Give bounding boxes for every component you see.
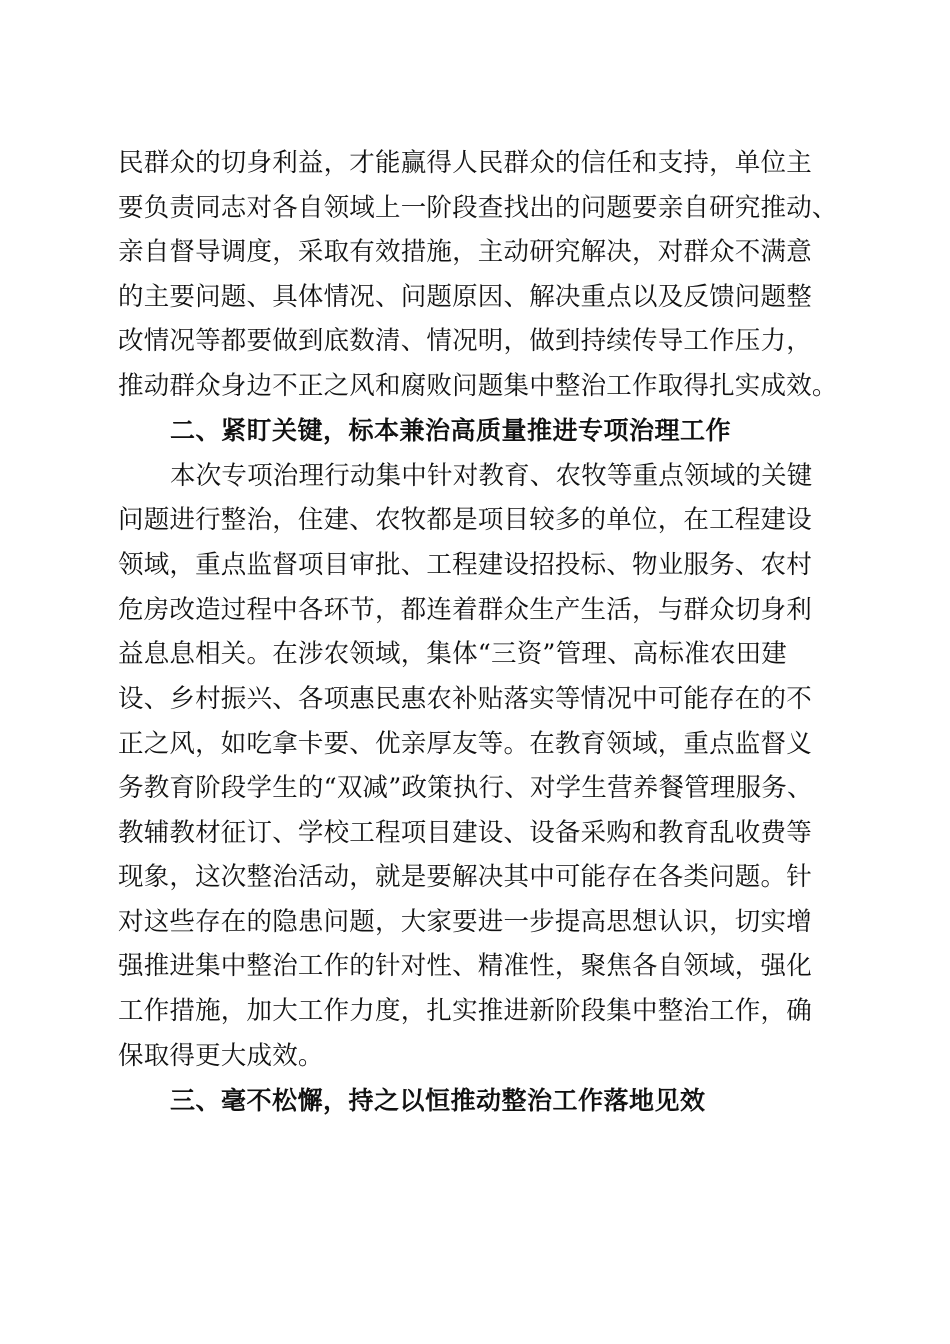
- paragraph-2-line-14: 保取得更大成效。: [118, 1041, 324, 1071]
- paragraph-2-line-10: 现象，这次整治活动，就是要解决其中可能存在各类问题。针: [118, 862, 812, 892]
- paragraph-2-line-2: 问题进行整治，住建、农牧都是项目较多的单位，在工程建设: [118, 505, 812, 535]
- paragraph-2-line-3: 领域，重点监督项目审批、工程建设招投标、物业服务、农村: [118, 550, 812, 580]
- paragraph-2-line-13: 工作措施，加大工作力度，扎实推进新阶段集中整治工作，确: [118, 996, 812, 1026]
- paragraph-2-line-8: 务教育阶段学生的“双减”政策执行、对学生营养餐管理服务、: [118, 773, 813, 803]
- section-heading-3: 三、毫不松懈，持之以恒推动整治工作落地见效: [170, 1086, 706, 1115]
- paragraph-1-line-4: 的主要问题、具体情况、问题原因、解决重点以及反馈问题整: [118, 282, 812, 312]
- paragraph-1-line-6: 推动群众身边不正之风和腐败问题集中整治工作取得扎实成效。: [118, 371, 838, 401]
- paragraph-2-line-12: 强推进集中整治工作的针对性、精准性，聚焦各自领域，强化: [118, 951, 812, 981]
- paragraph-1-line-5: 改情况等都要做到底数清、情况明，做到持续传导工作压力，: [118, 326, 812, 356]
- paragraph-2-line-11: 对这些存在的隐患问题，大家要进一步提高思想认识，切实增: [118, 907, 812, 937]
- paragraph-1-line-3: 亲自督导调度，采取有效措施，主动研究解决，对群众不满意: [118, 237, 812, 267]
- paragraph-2-line-6: 设、乡村振兴、各项惠民惠农补贴落实等情况中可能存在的不: [118, 684, 812, 714]
- paragraph-2-line-1: 本次专项治理行动集中针对教育、农牧等重点领域的关键: [170, 461, 813, 491]
- paragraph-1-line-2: 要负责同志对各自领域上一阶段查找出的问题要亲自研究推动、: [118, 193, 838, 223]
- paragraph-2-line-7: 正之风，如吃拿卡要、优亲厚友等。在教育领域，重点监督义: [118, 729, 812, 759]
- section-heading-2: 二、紧盯关键，标本兼治高质量推进专项治理工作: [170, 416, 732, 445]
- paragraph-2-line-5: 益息息相关。在涉农领域，集体“三资”管理、高标准农田建: [118, 639, 787, 669]
- paragraph-2-line-9: 教辅教材征订、学校工程项目建设、设备采购和教育乱收费等: [118, 818, 812, 848]
- paragraph-1-line-1: 民群众的切身利益，才能赢得人民群众的信任和支持，单位主: [118, 148, 812, 178]
- paragraph-2-line-4: 危房改造过程中各环节，都连着群众生产生活，与群众切身利: [118, 595, 812, 625]
